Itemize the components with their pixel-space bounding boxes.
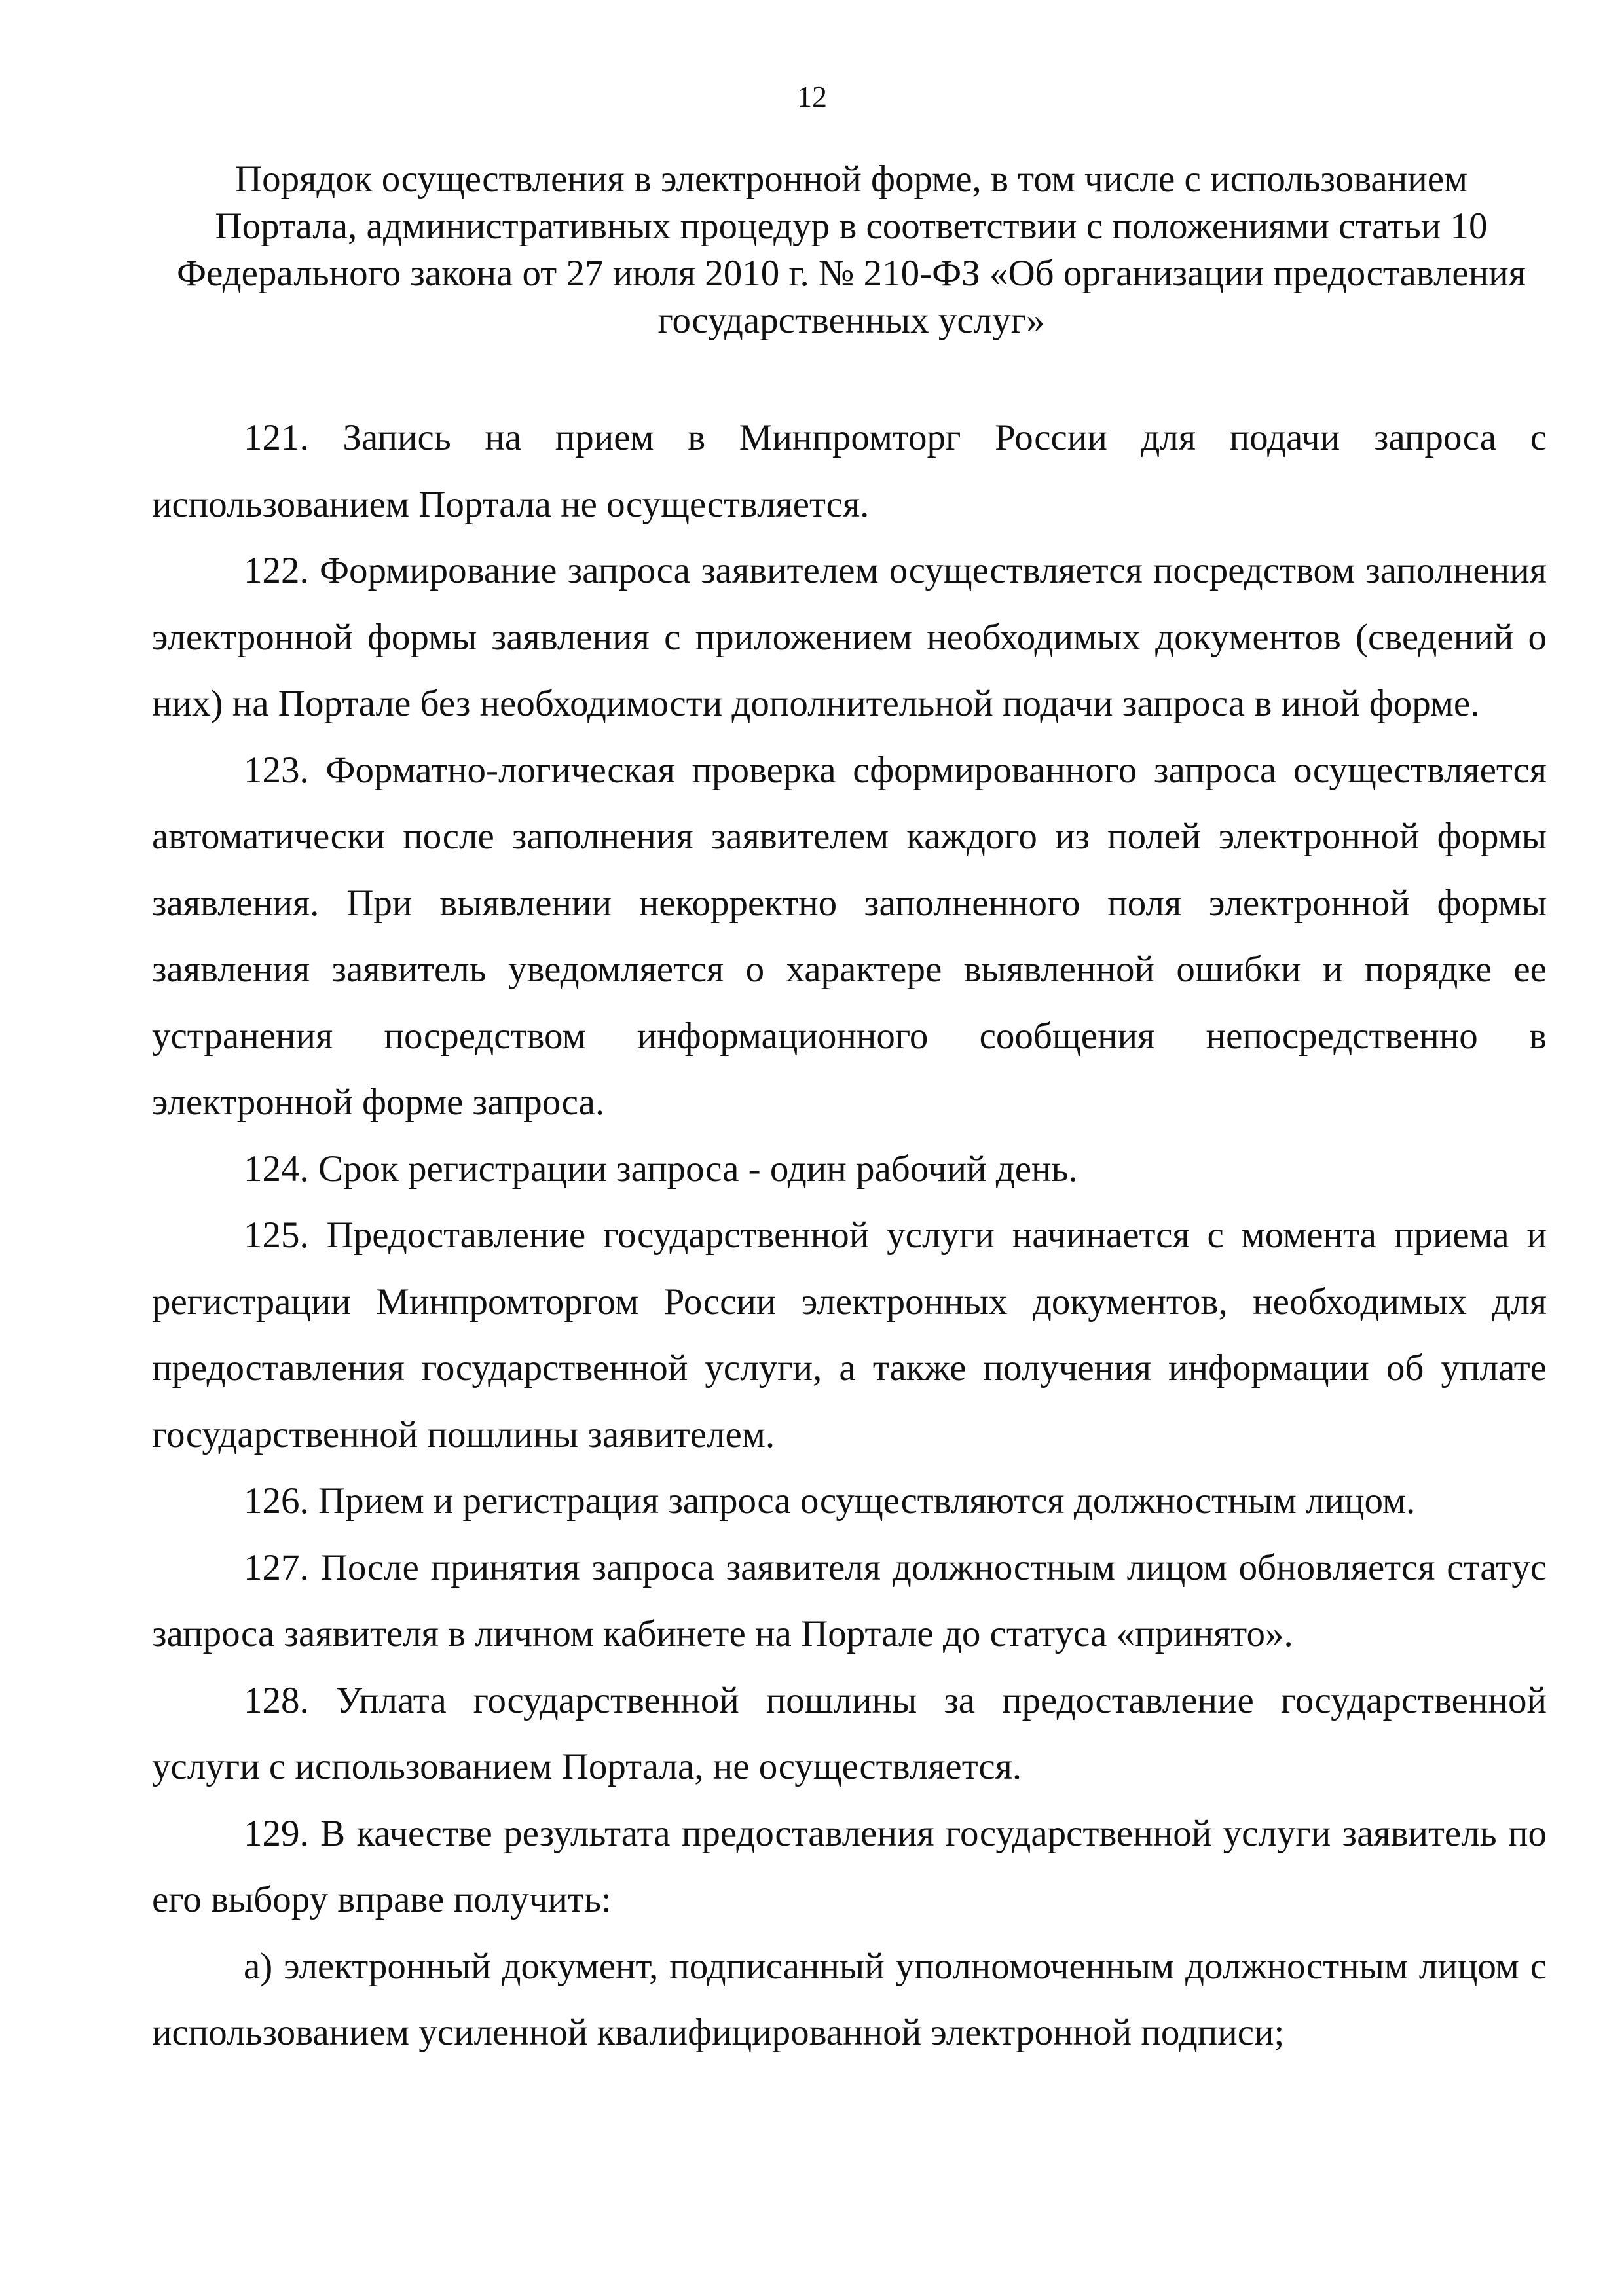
page-number: 12 <box>797 80 827 113</box>
heading-line: государственных услуг» <box>657 300 1045 341</box>
paragraph-122: 122. Формирование запроса заявителем осуществляется посредством заполнения электронной формы заявления с приложением необходимых документов (сведений о них) на Портале без необходимости дополнительной подачи запроса в иной форме. <box>152 550 1547 724</box>
paragraph-125: 125. Предоставление государственной услуги начинается с момента приема и регистрации Минпромторгом России электронных документов, необходимых для предоставления государственной услуги, а также получения информации об уплате государственной пошлины заявителем. <box>152 1214 1547 1455</box>
heading-line: Федерального закона от 27 июля 2010 г. № 210-ФЗ «Об организации предоставления <box>177 253 1526 294</box>
paragraph-124: 124. Срок регистрации запроса - один рабочий день. <box>244 1148 1078 1190</box>
paragraph-121: 121. Запись на прием в Минпромторг России для подачи запроса с использованием Портала не осуществляется. <box>152 417 1547 525</box>
paragraph-128: 128. Уплата государственной пошлины за предоставление государственной услуги с использованием Портала, не осуществляется. <box>152 1679 1547 1787</box>
heading-line: Портала, административных процедур в соответствии с положениями статьи 10 <box>215 206 1488 247</box>
section-heading <box>152 156 1551 344</box>
paragraph-126: 126. Прием и регистрация запроса осуществляются должностным лицом. <box>244 1480 1416 1522</box>
document-body <box>152 405 1547 2066</box>
heading-line: Порядок осуществления в электронной форме, в том числе с использованием <box>234 158 1468 200</box>
paragraph-129: 129. В качестве результата предоставления государственной услуги заявитель по его выбору вправе получить: <box>152 1812 1547 1920</box>
paragraph-123: 123. Форматно-логическая проверка сформированного запроса осуществляется автоматически после заполнения заявителем каждого из полей электронной формы заявления. При выявлении некорректно заполненного поля электронной формы заявления заявитель уведомляется о характере выявленной ошибки и порядке ее устранения посредством информационного сообщения непосредственно в электронной форме запроса. <box>152 749 1547 1123</box>
paragraph-127: 127. После принятия запроса заявителя должностным лицом обновляется статус запроса заявителя в личном кабинете на Портале до статуса «принято». <box>152 1546 1547 1654</box>
paragraph-129-a: а) электронный документ, подписанный уполномоченным должностным лицом с использованием усиленной квалифицированной электронной подписи; <box>152 1945 1547 2053</box>
